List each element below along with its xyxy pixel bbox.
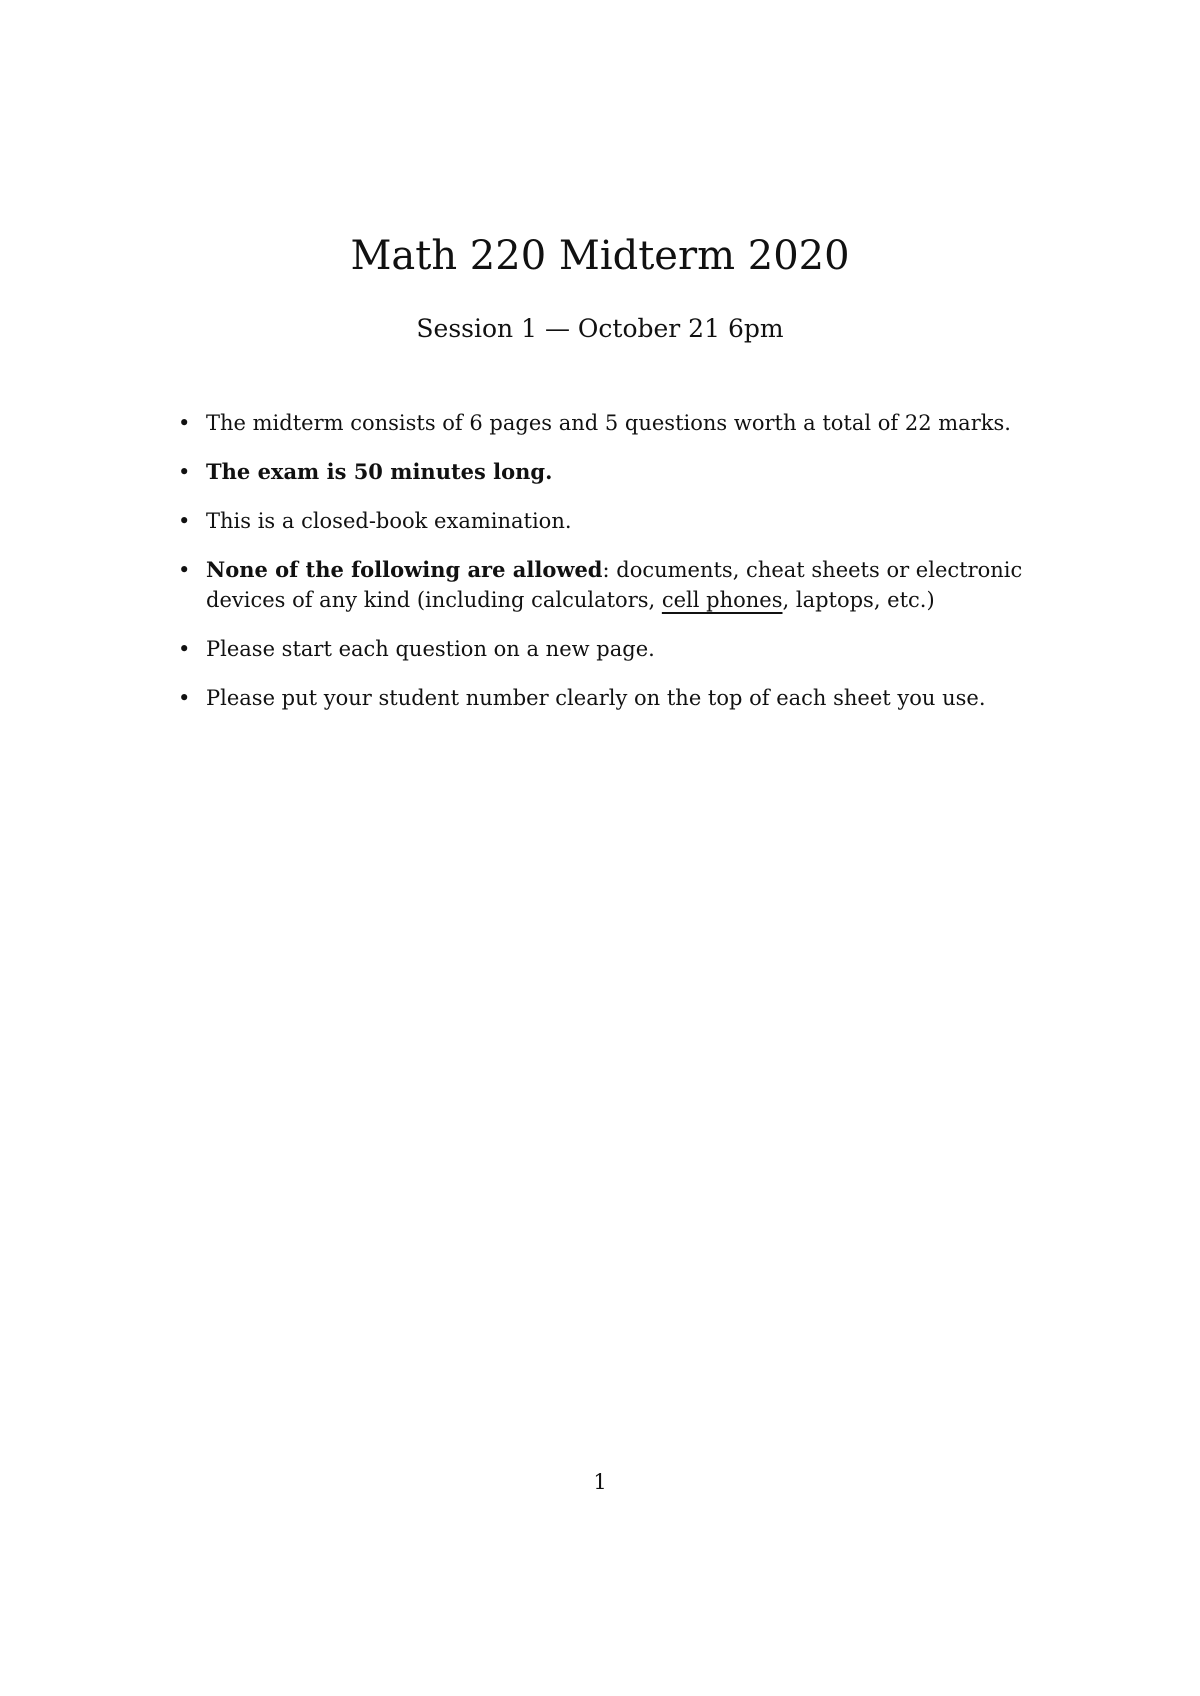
rule-new-page: Please start each question on a new page. <box>206 637 655 661</box>
bullet-icon: • <box>178 686 191 710</box>
rule-pages-questions: The midterm consists of 6 pages and 5 questions worth a total of 22 marks. <box>206 411 1011 435</box>
page-title: Math 220 Midterm 2020 <box>350 233 850 279</box>
rule-closed-book: This is a closed-book examination. <box>206 509 572 533</box>
instructions-list <box>178 408 1108 732</box>
list-item <box>178 683 1108 713</box>
bullet-icon: • <box>178 460 191 484</box>
rule-not-allowed-heading: None of the following are allowed <box>206 557 603 582</box>
rule-not-allowed-text-b: , laptops, etc.) <box>782 588 935 612</box>
rule-student-number: Please put your student number clearly on the top of each sheet you use. <box>206 686 986 710</box>
list-item <box>178 555 1108 615</box>
session-subtitle: Session 1 — October 21 6pm <box>416 314 784 343</box>
rule-duration: The exam is 50 minutes long. <box>206 459 553 484</box>
rule-not-allowed-text-a: : documents, cheat sheets or electronic devices of any kind (including calculators, <box>206 558 1023 612</box>
list-item <box>178 457 1108 487</box>
page-number: 1 <box>593 1470 607 1494</box>
bullet-icon: • <box>178 509 191 533</box>
bullet-icon: • <box>178 637 191 661</box>
rule-cell-phones: cell phones <box>661 588 783 612</box>
bullet-icon: • <box>178 558 191 582</box>
list-item <box>178 506 1108 536</box>
list-item <box>178 634 1108 664</box>
list-item <box>178 408 1108 438</box>
bullet-icon: • <box>178 411 191 435</box>
